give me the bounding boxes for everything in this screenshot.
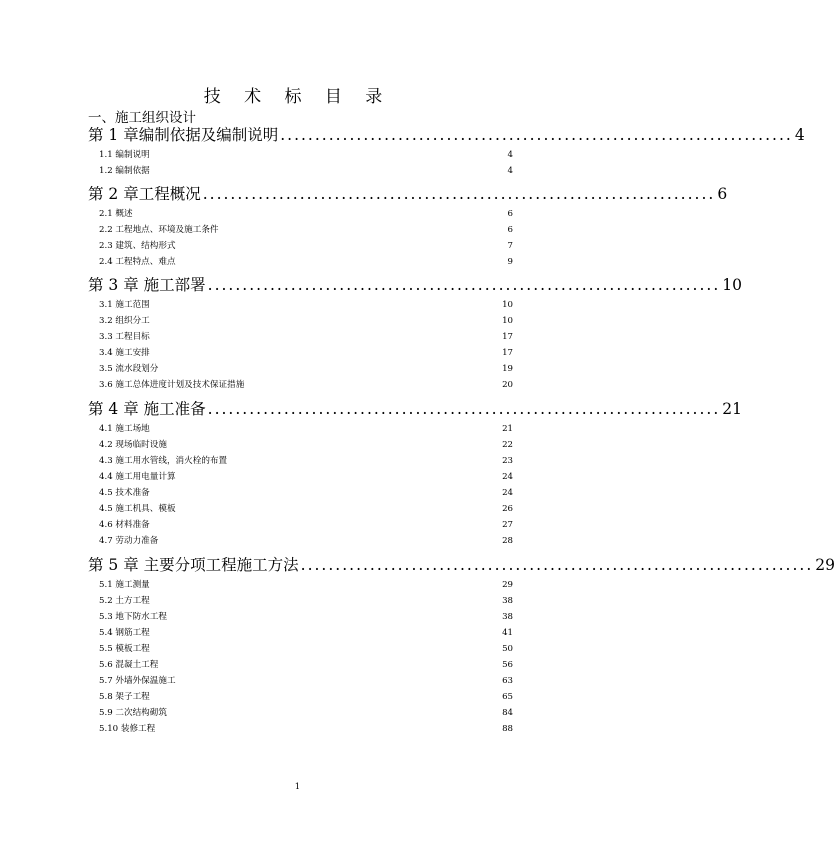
chapter-title: 第 5 章 主要分项工程施工方法	[88, 556, 299, 574]
toc-entry[interactable]	[88, 147, 513, 163]
dot-leader: ..........................................................................	[280, 126, 793, 144]
toc-entry[interactable]	[88, 163, 513, 179]
entry-page-number: 41	[502, 628, 513, 638]
entry-title: 4.7 劳动力准备	[99, 536, 159, 546]
entry-title: 4.3 施工用水管线，消火栓的布置	[99, 456, 228, 466]
entry-page-number: 88	[502, 724, 513, 734]
entry-title: 2.2 工程地点、环境及施工条件	[99, 225, 219, 235]
toc-entry[interactable]	[88, 641, 513, 657]
entry-page-number: 17	[502, 348, 513, 358]
chapter-page-number: 29	[815, 556, 835, 574]
toc-entry[interactable]	[88, 485, 513, 501]
entry-title: 5.5 模板工程	[99, 644, 150, 654]
entry-title: 4.2 现场临时设施	[99, 440, 167, 450]
entry-page-number: 10	[502, 316, 513, 326]
entry-page-number: 9	[507, 257, 513, 267]
entry-page-number: 6	[507, 209, 513, 219]
dot-leader: ..........................................................................	[207, 400, 721, 418]
chapter-title: 第 3 章 施工部署	[88, 276, 206, 294]
dot-leader: ..........................................................................	[207, 276, 721, 294]
toc-entry[interactable]	[88, 673, 513, 689]
entry-page-number: 22	[502, 440, 513, 450]
toc-entry[interactable]	[88, 345, 513, 361]
toc-entry[interactable]	[88, 437, 513, 453]
entry-title: 4.1 施工场地	[99, 424, 150, 434]
toc-entry[interactable]	[88, 689, 513, 705]
toc-entry[interactable]	[88, 222, 513, 238]
entry-page-number: 50	[502, 644, 513, 654]
chapter-page-number: 21	[722, 400, 742, 418]
entry-page-number: 84	[502, 708, 513, 718]
entry-title: 4.6 材料准备	[99, 520, 150, 530]
entry-title: 1.2 编制依据	[99, 166, 150, 176]
entry-title: 5.6 混凝土工程	[99, 660, 159, 670]
entry-title: 3.2 组织分工	[99, 316, 150, 326]
entry-page-number: 23	[502, 456, 513, 466]
toc-chapter[interactable]	[88, 183, 728, 206]
toc-entry[interactable]	[88, 254, 513, 270]
entry-title: 5.8 架子工程	[99, 692, 150, 702]
page-number: 1	[294, 782, 301, 792]
entry-page-number: 24	[502, 472, 513, 482]
toc-entry[interactable]	[88, 593, 513, 609]
toc-entry[interactable]	[88, 377, 513, 393]
entry-title: 4.4 施工用电量计算	[99, 472, 176, 482]
entry-title: 3.5 流水段划分	[99, 364, 159, 374]
entry-page-number: 6	[507, 225, 513, 235]
entry-title: 5.2 土方工程	[99, 596, 150, 606]
entry-title: 5.1 施工测量	[99, 580, 150, 590]
toc-entry[interactable]	[88, 329, 513, 345]
entry-title: 3.4 施工安排	[99, 348, 150, 358]
entry-page-number: 38	[502, 612, 513, 622]
entry-page-number: 38	[502, 596, 513, 606]
entry-title: 4.5 施工机具、模板	[99, 504, 176, 514]
toc-entry[interactable]	[88, 657, 513, 673]
entry-title: 4.5 技术准备	[99, 488, 150, 498]
entry-title: 3.6 施工总体进度计划及技术保证措施	[99, 380, 245, 390]
entry-title: 5.9 二次结构砌筑	[99, 708, 167, 718]
toc-entry[interactable]	[88, 297, 513, 313]
entry-title: 2.3 建筑、结构形式	[99, 241, 176, 251]
entry-page-number: 65	[502, 692, 513, 702]
entry-page-number: 4	[507, 166, 513, 176]
entry-page-number: 28	[502, 536, 513, 546]
chapter-page-number: 4	[794, 126, 805, 144]
toc-entry[interactable]	[88, 517, 513, 533]
entry-title: 2.1 概述	[99, 209, 133, 219]
entry-page-number: 56	[502, 660, 513, 670]
document-title: 技 术 标 目 录	[203, 87, 392, 107]
entry-page-number: 4	[507, 150, 513, 160]
entry-page-number: 19	[502, 364, 513, 374]
toc-entry[interactable]	[88, 206, 513, 222]
toc-entry[interactable]	[88, 705, 513, 721]
toc-entry[interactable]	[88, 421, 513, 437]
entry-page-number: 24	[502, 488, 513, 498]
entry-page-number: 20	[502, 380, 513, 390]
dot-leader: ..........................................................................	[300, 556, 814, 574]
toc-entry[interactable]	[88, 533, 513, 549]
dot-leader: ..........................................................................	[202, 185, 716, 203]
toc-entry[interactable]	[88, 501, 513, 517]
chapter-title: 第 4 章 施工准备	[88, 400, 206, 418]
toc-entry[interactable]	[88, 577, 513, 593]
toc-entry[interactable]	[88, 361, 513, 377]
chapter-page-number: 6	[717, 185, 728, 203]
chapter-title: 第 1 章编制依据及编制说明	[88, 126, 279, 144]
entry-title: 5.4 钢筋工程	[99, 628, 150, 638]
entry-page-number: 10	[502, 300, 513, 310]
toc-entry[interactable]	[88, 625, 513, 641]
toc-entry[interactable]	[88, 238, 513, 254]
entry-page-number: 63	[502, 676, 513, 686]
table-of-contents	[88, 124, 835, 737]
toc-entry[interactable]	[88, 609, 513, 625]
toc-chapter[interactable]	[88, 398, 742, 421]
chapter-title: 第 2 章工程概况	[88, 185, 201, 203]
entry-title: 5.3 地下防水工程	[99, 612, 167, 622]
entry-page-number: 7	[507, 241, 513, 251]
toc-entry[interactable]	[88, 453, 513, 469]
toc-entry[interactable]	[88, 469, 513, 485]
toc-chapter[interactable]	[88, 274, 742, 297]
entry-title: 3.3 工程目标	[99, 332, 150, 342]
entry-page-number: 17	[502, 332, 513, 342]
entry-page-number: 27	[502, 520, 513, 530]
toc-chapter[interactable]	[88, 124, 805, 147]
toc-entry[interactable]	[88, 721, 513, 737]
toc-entry[interactable]	[88, 313, 513, 329]
entry-page-number: 26	[502, 504, 513, 514]
entry-page-number: 29	[502, 580, 513, 590]
entry-title: 5.10 装修工程	[99, 724, 156, 734]
entry-title: 3.1 施工范围	[99, 300, 150, 310]
toc-chapter[interactable]	[88, 554, 835, 577]
section-heading: 一、施工组织设计	[88, 110, 196, 126]
chapter-page-number: 10	[722, 276, 742, 294]
entry-page-number: 21	[502, 424, 513, 434]
entry-title: 5.7 外墙外保温施工	[99, 676, 176, 686]
entry-title: 1.1 编制说明	[99, 150, 150, 160]
entry-title: 2.4 工程特点、难点	[99, 257, 176, 267]
